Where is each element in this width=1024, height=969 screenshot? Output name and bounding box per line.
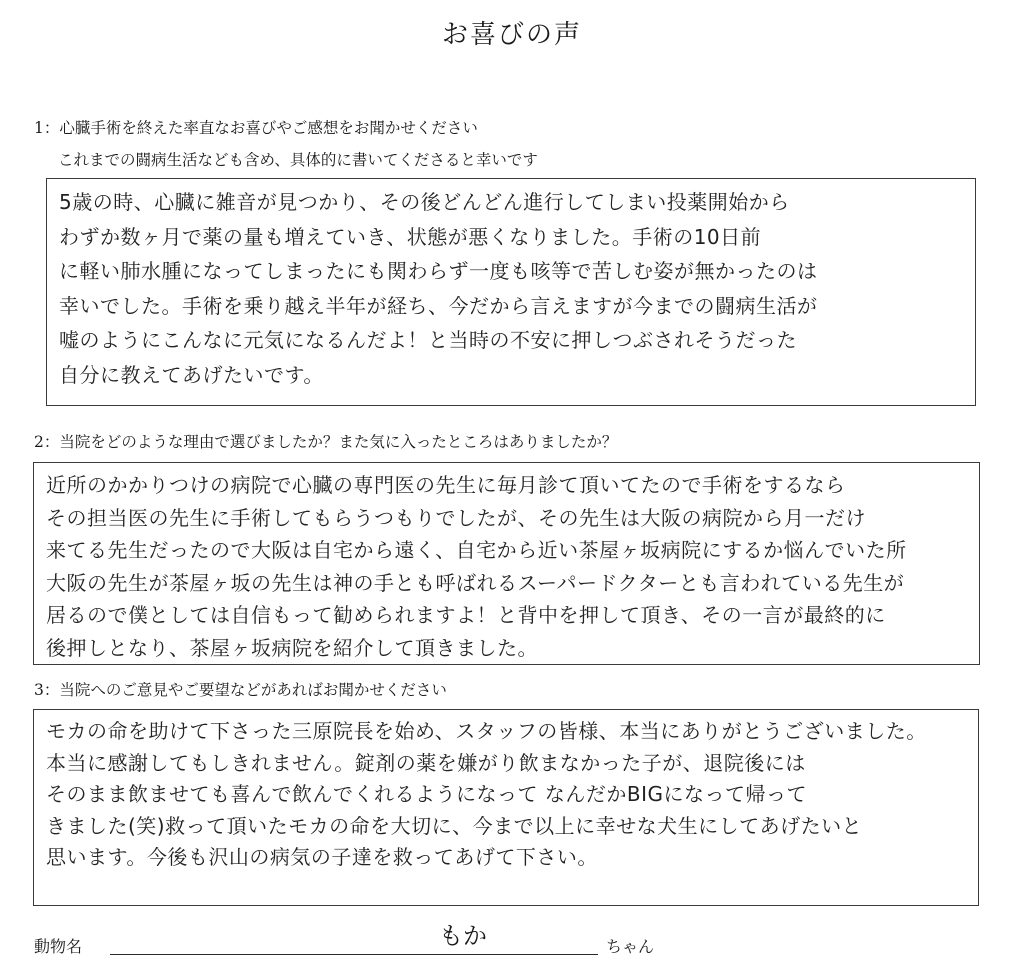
animal-name-label: 動物名: [34, 937, 83, 956]
answer-2-line: 居るので僕としては自信もって勧められますよ！と背中を押して頂き、その一言が最終的に: [46, 603, 886, 627]
answer-2-line: 近所のかかりつけの病院で心臓の専門医の先生に毎月診て頂いてたので手術をするなら: [46, 473, 846, 497]
question-2-label: 2：当院をどのような理由で選びましたか？また気に入ったところはありましたか？: [34, 433, 618, 451]
answer-3-line: 本当に感謝してもしきれません。錠剤の薬を嫌がり飲まなかった子が、退院後には: [46, 750, 806, 775]
answer-3-line: 思います。今後も沢山の病気の子達を救ってあげて下さい。: [46, 845, 598, 869]
answer-1-line: わずか数ヶ月で薬の量も増えていき、状態が悪くなりました。手術の10日前: [59, 224, 762, 249]
animal-name-underline: [110, 954, 598, 955]
answer-1-line: 自分に教えてあげたいです。: [59, 362, 324, 387]
answer-1-line: 嘘のようにこんなに元気になるんだよ！と当時の不安に押しつぶされそうだった: [59, 328, 797, 352]
answer-1-line: 幸いでした。手術を乗り越え半年が経ち、今だから言えますが今までの闘病生活が: [59, 293, 818, 318]
answer-2-line: 後押しとなり、茶屋ヶ坂病院を紹介して頂きました。: [46, 635, 538, 660]
animal-name-row: [34, 922, 994, 962]
answer-box-1: [46, 178, 976, 406]
answer-2-line: その担当医の先生に手術してもらうつもりでしたが、その先生は大阪の病院から月一だけ: [46, 505, 866, 530]
question-3: [34, 680, 447, 700]
answer-2-line: 来てる先生だったので大阪は自宅から遠く、自宅から近い茶屋ヶ坂病院にするか悩んでいた所: [46, 538, 907, 562]
answer-box-2: [33, 462, 980, 665]
answer-1-line: 5歳の時、心臓に雑音が見つかり、その後どんどん進行してしまい投薬開始から: [59, 190, 790, 214]
answer-1-line: に軽い肺水腫になってしまったにも関わらず一度も咳等で苦しむ姿が無かったのは: [59, 259, 818, 283]
question-3-label: 3：当院へのご意見やご要望などがあればお聞かせください: [34, 681, 447, 699]
animal-name-suffix: ちゃん: [606, 937, 655, 956]
page-title: お喜びの声: [441, 20, 582, 50]
question-1-sub: これまでの闘病生活なども含め、具体的に書いてくださると幸いです: [58, 151, 538, 169]
question-1: [34, 118, 538, 170]
question-1-label: 1：心臓手術を終えた率直なお喜びやご感想をお聞かせください: [34, 119, 478, 137]
answer-2-line: 大阪の先生が茶屋ヶ坂の先生は神の手とも呼ばれるスーパードクターとも言われている先生が: [46, 570, 905, 595]
answer-3-line: モカの命を助けて下さった三原院長を始め、スタッフの皆様、本当にありがとうございました。: [46, 719, 927, 743]
answer-3-line: そのまま飲ませても喜んで飲んでくれるようになって なんだかBIGになって帰って: [46, 782, 807, 806]
animal-name-value: もか: [439, 922, 487, 950]
answer-3-line: きました(笑)救って頂いたモカの命を大切に、今まで以上に幸せな犬生にしてあげたいと: [46, 813, 863, 838]
question-2: [34, 432, 617, 452]
answer-box-3: [33, 709, 979, 906]
